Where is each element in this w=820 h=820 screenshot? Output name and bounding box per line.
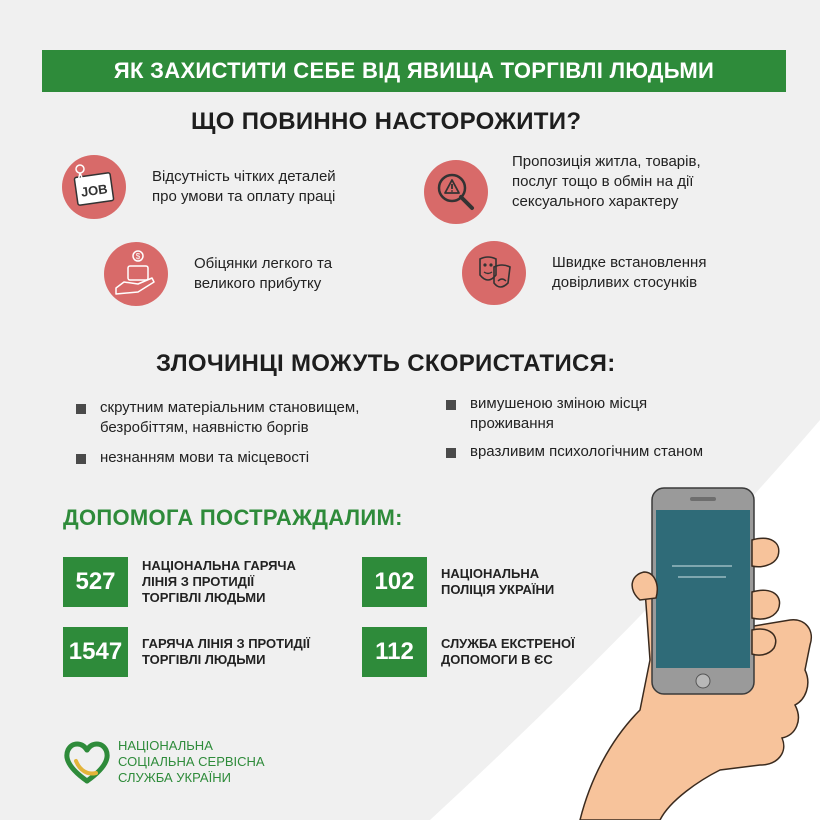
hotline-527[interactable] [63, 557, 296, 607]
warning-item-sexual-offer [424, 153, 701, 224]
warning-text-easy-profit: Обіцянки легкого та великого прибутку [194, 255, 333, 292]
hotline-label: СЛУЖБА ЕКСТРЕНОЇ ДОПОМОГИ В ЄС [441, 636, 575, 667]
hotline-number: 1547 [63, 627, 128, 677]
warning-item-easy-profit [104, 242, 332, 306]
list-item: скрутним матеріальним становищем, безробіттям, наявністю боргів [76, 398, 359, 438]
money-hand-icon [104, 242, 168, 306]
help-section-title: ДОПОМОГА ПОСТРАЖДАЛИМ: [63, 505, 403, 530]
svg-text:JOB: JOB [79, 181, 109, 200]
hotline-label: НАЦІОНАЛЬНА ПОЛІЦІЯ УКРАЇНИ [441, 566, 555, 597]
heart-logo-icon [62, 739, 112, 785]
hotline-number: 527 [63, 557, 128, 607]
warning-magnifier-icon [424, 160, 488, 224]
warning-text-sexual-offer: Пропозиція житла, товарів, послуг тощо в обмін на дії сексуального характеру [512, 153, 701, 210]
page-title-text: ЯК ЗАХИСТИТИ СЕБЕ ВІД ЯВИЩА ТОРГІВЛІ ЛЮДЬМИ [113, 58, 715, 83]
hotline-number: 112 [362, 627, 427, 677]
page-title [42, 50, 786, 92]
bullet-square-icon [446, 400, 456, 410]
svg-text:$: $ [135, 252, 141, 261]
logo-text: НАЦІОНАЛЬНА СОЦІАЛЬНА СЕРВІСНА СЛУЖБА УКРАЇНИ [118, 738, 265, 785]
organization-logo [62, 738, 265, 786]
criminals-section-title: ЗЛОЧИНЦІ МОЖУТЬ СКОРИСТАТИСЯ: [156, 350, 616, 377]
bullet-square-icon [76, 404, 86, 414]
warning-text-job: Відсутність чітких деталей про умови та оплату праці [152, 168, 336, 205]
list-item: вразливим психологічним станом [446, 442, 703, 462]
warning-section-title: ЩО ПОВИННО НАСТОРОЖИТИ? [191, 108, 582, 135]
bullet-square-icon [446, 448, 456, 458]
hotline-label: НАЦІОНАЛЬНА ГАРЯЧА ЛІНІЯ З ПРОТИДІЇ ТОРГІВЛІ ЛЮДЬМИ [142, 558, 296, 605]
warning-item-trust [462, 241, 706, 305]
masks-icon [462, 241, 526, 305]
hand-phone-illustration [520, 480, 820, 820]
list-item: незнанням мови та місцевості [76, 448, 309, 468]
job-icon [62, 155, 126, 219]
warning-item-job [62, 155, 336, 219]
phone-screen [656, 510, 750, 668]
hotline-label: ГАРЯЧА ЛІНІЯ З ПРОТИДІЇ ТОРГІВЛІ ЛЮДЬМИ [142, 636, 310, 667]
list-item: вимушеною зміною місця проживання [446, 394, 647, 434]
bullet-square-icon [76, 454, 86, 464]
hotline-1547[interactable] [63, 627, 310, 677]
warning-text-trust: Швидке встановлення довірливих стосунків [552, 254, 707, 291]
hotline-number: 102 [362, 557, 427, 607]
